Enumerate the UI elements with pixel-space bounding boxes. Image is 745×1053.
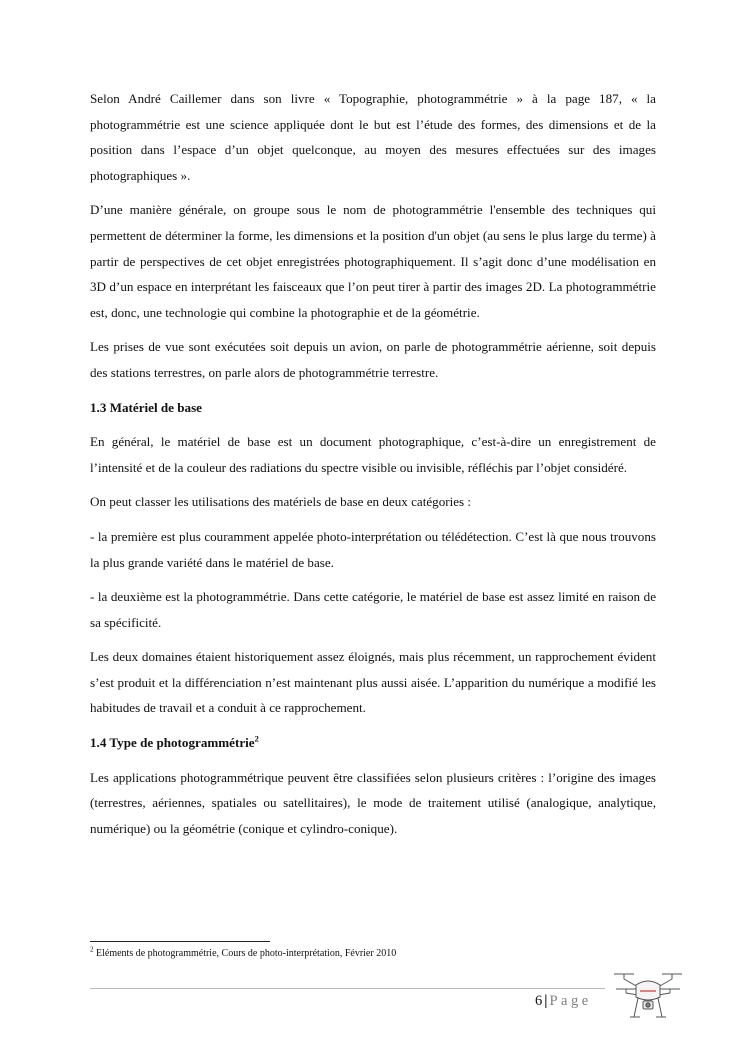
footnote-reference[interactable]: 2 <box>254 733 259 744</box>
paragraph: Les prises de vue sont exécutées soit depuis un avion, on parle de photogrammétrie aérienne, soit depuis des stations terrestres, on parle alors de photogrammétrie terrestre. <box>90 339 656 380</box>
footnote-divider <box>90 941 270 942</box>
paragraph: Selon André Caillemer dans son livre « Topographie, photogrammétrie » à la page 187, « la photogrammétrie est une science appliquée dont le but est l’étude des formes, des dimensions et de la position dans l’espace d’un objet quelconque, au moyen des mesures effectuées sur des images photographiques ». <box>90 91 656 183</box>
paragraph: Les deux domaines étaient historiquement assez éloignés, mais plus récemment, un rapprochement évident s’est produit et la différenciation n’est maintenant plus aussi aisée. L’apparition du numérique a modifié les habitudes de travail et a conduit à ce rapprochement. <box>90 649 656 716</box>
section-heading-1-4 <box>90 730 656 756</box>
paragraph: On peut classer les utilisations des matériels de base en deux catégories : <box>90 494 472 510</box>
paragraph: Les applications photogrammétrique peuvent être classifiées selon plusieurs critères : l’origine des images (terrestres, aériennes, spatiales ou satellitaires), le mode de traitement utilisé (analogique, analytique, numérique) ou la géométrie (conique et cylindro-conique). <box>90 769 656 836</box>
paragraph: D’une manière générale, on groupe sous le nom de photogrammétrie l'ensemble des techniques qui permettent de déterminer la forme, les dimensions et la position d'un objet (au sens le plus large du terme) à partir de perspectives de cet objet enregistrées photographiquement. Il s’agit donc d’une modélisation en 3D d’un espace en interprétant les faisceaux que l’on peut tirer à partir des images 2D. La photogrammétrie est, donc, une technologie qui combine la photographie et de la géométrie. <box>90 202 656 320</box>
paragraph: - la deuxième est la photogrammétrie. Dans cette catégorie, le matériel de base est assez limité en raison de sa spécificité. <box>90 589 656 630</box>
section-heading-1-3: 1.3 Matériel de base <box>90 399 202 415</box>
footnote-number: 2 <box>90 945 94 954</box>
footer-divider <box>90 988 605 989</box>
drone-icon <box>610 965 690 1025</box>
paragraph: En général, le matériel de base est un document photographique, c’est-à-dire un enregistrement de l’intensité et de la couleur des radiations du spectre visible ou invisible, réfléchis par l’objet considéré. <box>90 434 656 475</box>
paragraph: - la première est plus couramment appelée photo-interprétation ou télédétection. C’est là que nous trouvons la plus grande variété dans le matériel de base. <box>90 528 656 570</box>
section-heading-text: 1.4 Type de photogrammétrie <box>90 735 255 751</box>
page-number: 6 <box>535 993 543 1009</box>
page-body <box>90 86 656 850</box>
page-word: Page <box>549 993 592 1009</box>
footnote-text: Eléments de photogrammétrie, Cours de photo-interprétation, Février 2010 <box>96 948 397 959</box>
page-number-label <box>535 991 592 1011</box>
page-separator: | <box>544 993 548 1009</box>
footnote <box>90 947 396 961</box>
